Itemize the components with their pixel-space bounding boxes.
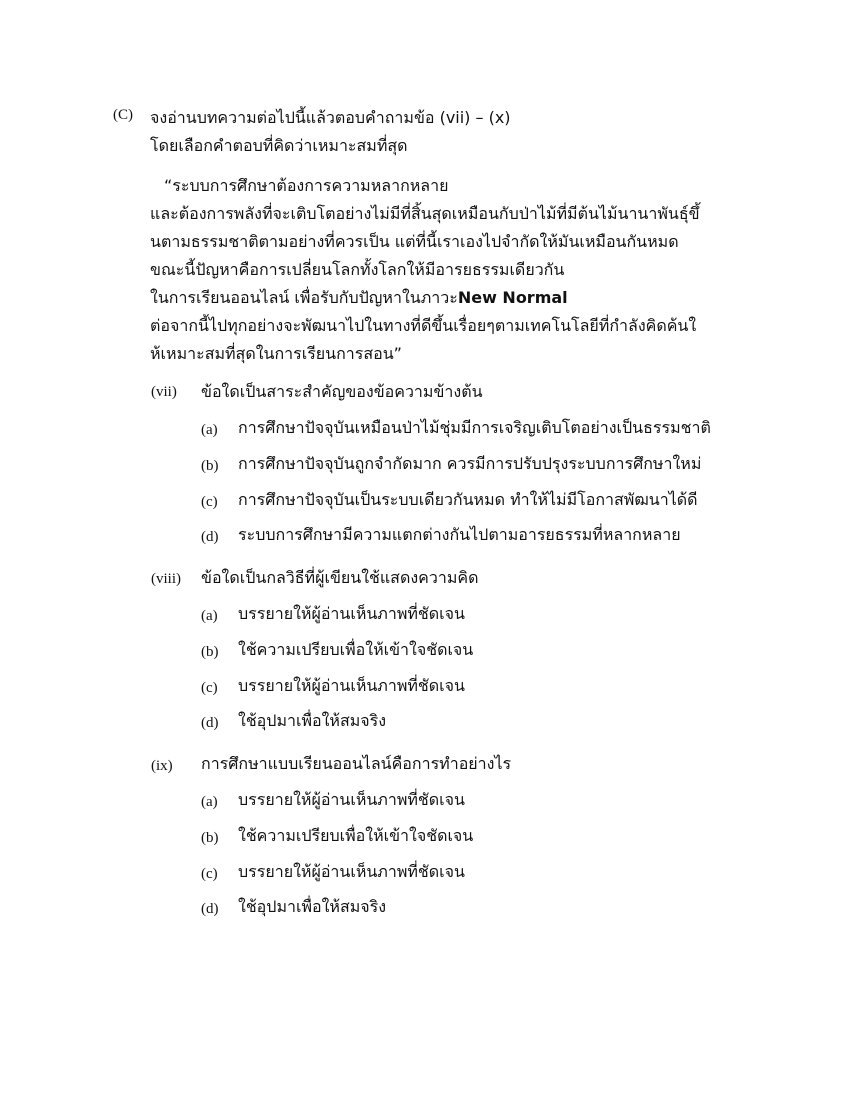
option-letter: (b) [201,830,219,846]
option-letter: (b) [201,458,219,474]
reading-passage [150,172,740,368]
option-letter: (a) [201,794,218,810]
option-text: การศึกษาปัจจุบันเหมือนป่าไม้ชุ่มมีการเจริญเติบโตอย่างเป็นธรรมชาติ [238,418,711,437]
question-number-viii: (viii) [151,571,181,587]
question-text-viii: ข้อใดเป็นกลวิธีที่ผู้เขียนใช้แสดงความคิด [201,568,479,587]
option-letter: (d) [201,529,219,545]
option-text: บรรยายให้ผู้อ่านเห็นภาพที่ชัดเจน [238,862,465,881]
passage-line: และต้องการพลังที่จะเติบโตอย่างไม่มีที่สิ้นสุดเหมือนกับป่าไม้ที่มีต้นไม้นานาพันธุ์ขึ้ [150,204,700,223]
option-letter: (d) [201,901,219,917]
passage-line-text: ในการเรียนออนไลน์ เพื่อรับกับปัญหาในภาวะ [150,288,458,307]
option-letter: (c) [201,866,218,882]
option-text: บรรยายให้ผู้อ่านเห็นภาพที่ชัดเจน [238,604,465,623]
question-number-ix: (ix) [151,758,173,774]
question-text-ix: การศึกษาแบบเรียนออนไลน์คือการทำอย่างไร [201,754,512,773]
option-text: บรรยายให้ผู้อ่านเห็นภาพที่ชัดเจน [238,790,465,809]
instruction-line-1: จงอ่านบทความต่อไปนี้แล้วตอบคำถามข้อ (vii) – (x) [150,108,511,127]
new-normal-term: New Normal [457,288,568,307]
option-text: ใช้ความเปรียบเพื่อให้เข้าใจชัดเจน [238,640,474,659]
option-letter: (b) [201,644,219,660]
option-text: การศึกษาปัจจุบันเป็นระบบเดียวกันหมด ทำให้ไม่มีโอกาสพัฒนาได้ดี [238,490,698,509]
option-letter: (d) [201,715,219,731]
passage-line: นตามธรรมชาติตามอย่างที่ควรเป็น แต่ที่นี้เราเองไปจำกัดให้มันเหมือนกันหมด [150,232,679,251]
option-text: ระบบการศึกษามีความแตกต่างกันไปตามอารยธรรมที่หลากหลาย [238,525,681,544]
question-number-vii: (vii) [151,384,177,400]
passage-line: ต่อจากนี้ไปทุกอย่างจะพัฒนาไปในทางที่ดีขึ้นเรื่อยๆตามเทคโนโลยีที่กำลังคิดค้นใ [150,316,697,335]
passage-line: ขณะนี้ปัญหาคือการเปลี่ยนโลกทั้งโลกให้มีอารยธรรมเดียวกัน [150,260,565,279]
passage-line: ห้เหมาะสมที่สุดในการเรียนการสอน” [150,344,402,363]
instruction-line-2: โดยเลือกคำตอบที่คิดว่าเหมาะสมที่สุด [150,136,408,155]
option-letter: (c) [201,680,218,696]
option-text: บรรยายให้ผู้อ่านเห็นภาพที่ชัดเจน [238,676,465,695]
question-text-vii: ข้อใดเป็นสาระสำคัญของข้อความข้างต้น [201,382,483,401]
option-text: ใช้อุปมาเพื่อให้สมจริง [238,711,387,730]
option-text: การศึกษาปัจจุบันถูกจำกัดมาก ควรมีการปรับปรุงระบบการศึกษาใหม่ [238,454,702,473]
option-letter: (a) [201,608,218,624]
passage-line [150,284,740,312]
option-text: ใช้อุปมาเพื่อให้สมจริง [238,897,387,916]
option-letter: (c) [201,494,218,510]
option-text: ใช้ความเปรียบเพื่อให้เข้าใจชัดเจน [238,826,474,845]
option-letter: (a) [201,422,218,438]
passage-line: “ระบบการศึกษาต้องการความหลากหลาย [164,176,449,195]
section-label: (C) [113,107,133,123]
